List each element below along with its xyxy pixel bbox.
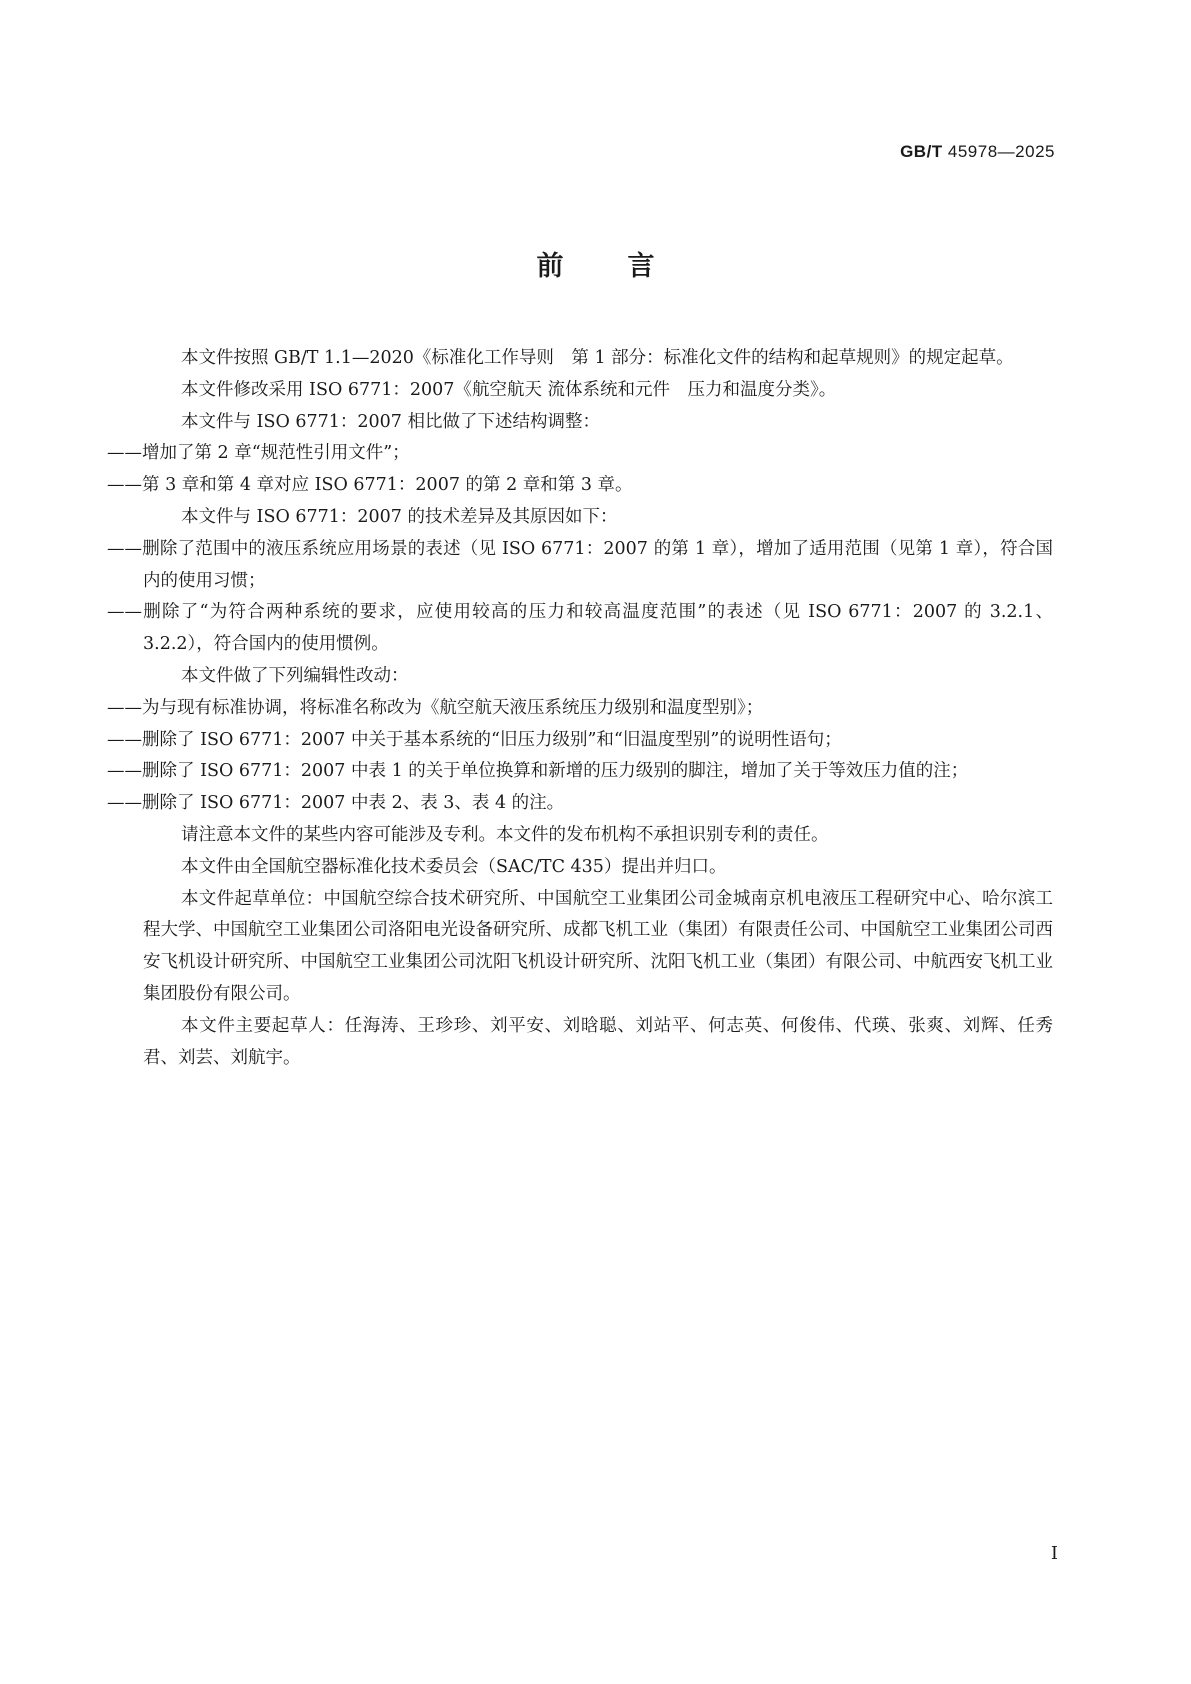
dash-list-item: ——删除了 ISO 6771：2007 中表 1 的关于单位换算和新增的压力级别的脚注，增加了关于等效压力值的注； bbox=[107, 761, 969, 782]
dash-list-item: ——删除了 ISO 6771：2007 中关于基本系统的“旧压力级别”和“旧温度型别”的说明性语句； bbox=[107, 729, 842, 750]
paragraph: 本文件做了下列编辑性改动： bbox=[181, 665, 409, 686]
paragraph: 本文件由全国航空器标准化技术委员会（SAC/TC 435）提出并归口。 bbox=[181, 856, 727, 877]
page-number: I bbox=[1050, 1543, 1058, 1564]
dash-list-item: ——删除了 ISO 6771：2007 中表 2、表 3、表 4 的注。 bbox=[107, 793, 565, 814]
standard-code-prefix: GB/T bbox=[900, 142, 943, 161]
paragraph: 本文件与 ISO 6771：2007 相比做了下述结构调整： bbox=[181, 411, 601, 432]
standard-code-number: 45978—2025 bbox=[942, 142, 1055, 161]
paragraph: 本文件修改采用 ISO 6771：2007《航空航天 流体系统和元件 压力和温度分类》。 bbox=[181, 379, 837, 400]
dash-list-item: ——删除了范围中的液压系统应用场景的表述（见 ISO 6771：2007 的第 1 章），增加了适用范围（见第 1 章），符合国内的使用习惯； bbox=[107, 538, 1053, 591]
dash-list-item: ——增加了第 2 章“规范性引用文件”； bbox=[107, 443, 410, 464]
dash-list-item: ——为与现有标准协调，将标准名称改为《航空航天液压系统压力级别和温度型别》； bbox=[107, 697, 764, 718]
dash-list-item: ——第 3 章和第 4 章对应 ISO 6771：2007 的第 2 章和第 3 章。 bbox=[107, 475, 633, 496]
foreword-body bbox=[107, 343, 1053, 1074]
standard-code bbox=[900, 142, 1055, 162]
dash-list-item: ——删除了“为符合两种系统的要求，应使用较高的压力和较高温度范围”的表述（见 ISO 6771：2007 的 3.2.1、3.2.2），符合国内的使用惯例。 bbox=[107, 602, 1053, 655]
paragraph: 本文件起草单位：中国航空综合技术研究所、中国航空工业集团公司金城南京机电液压工程研究中心、哈尔滨工程大学、中国航空工业集团公司洛阳电光设备研究所、成都飞机工业（集团）有限责任公司、中国航空工业集团公司西安飞机设计研究所、中国航空工业集团公司沈阳飞机设计研究所、沈阳飞机工业（集团）有限公司、中航西安飞机工业集团股份有限公司。 bbox=[143, 888, 1053, 1004]
paragraph: 本文件按照 GB/T 1.1—2020《标准化工作导则 第 1 部分：标准化文件的结构和起草规则》的规定起草。 bbox=[181, 348, 1014, 368]
paragraph: 请注意本文件的某些内容可能涉及专利。本文件的发布机构不承担识别专利的责任。 bbox=[181, 824, 829, 845]
paragraph: 本文件主要起草人：任海涛、王珍珍、刘平安、刘晗聪、刘站平、何志英、何俊伟、代瑛、张爽、刘辉、任秀君、刘芸、刘航宇。 bbox=[143, 1015, 1053, 1068]
page-title: 前言 bbox=[536, 251, 719, 282]
paragraph: 本文件与 ISO 6771：2007 的技术差异及其原因如下： bbox=[181, 506, 618, 527]
